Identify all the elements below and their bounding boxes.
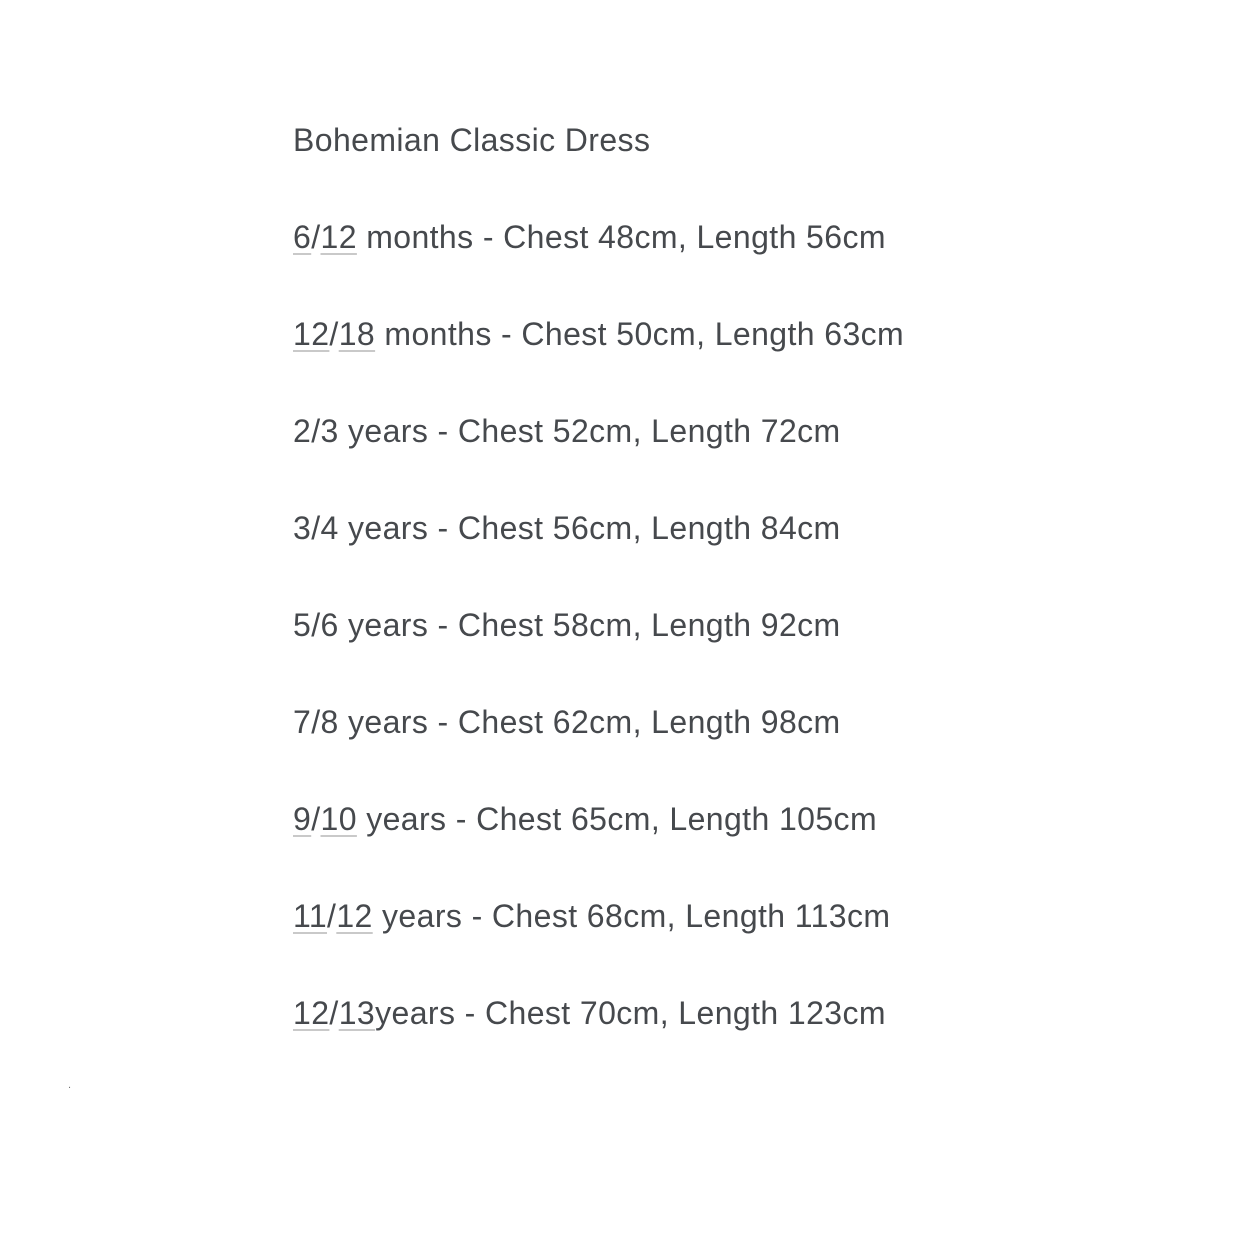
size-measurements: years - Chest 65cm, Length 105cm: [356, 801, 878, 837]
size-label: 9/10: [293, 801, 357, 837]
size-row: [293, 698, 1173, 746]
size-list: [293, 213, 1173, 1037]
size-measurements: years - Chest 68cm, Length 113cm: [372, 898, 891, 934]
size-measurements: years - Chest 56cm, Length 84cm: [338, 510, 841, 546]
size-label: 12/18: [293, 316, 376, 352]
size-label: 7/8: [293, 704, 339, 740]
size-row: [293, 407, 1173, 455]
stray-period-mark: .: [68, 1079, 72, 1091]
size-label: 5/6: [293, 607, 339, 643]
underlined-size-token: 12: [293, 995, 330, 1031]
size-measurements: years - Chest 52cm, Length 72cm: [338, 413, 841, 449]
page-title: Bohemian Classic Dress: [293, 122, 651, 158]
underlined-size-token: 12: [293, 316, 330, 352]
size-row: [293, 601, 1173, 649]
size-measurements: months - Chest 48cm, Length 56cm: [356, 219, 886, 255]
underlined-size-token: 9: [293, 801, 312, 837]
size-label: 6/12: [293, 219, 357, 255]
size-label: 12/13: [293, 995, 376, 1031]
size-row: [293, 892, 1173, 940]
size-label: 3/4: [293, 510, 339, 546]
size-chart: [293, 116, 1173, 1037]
size-row: [293, 795, 1173, 843]
size-label: 2/3: [293, 413, 339, 449]
size-row: [293, 989, 1173, 1037]
size-row: [293, 504, 1173, 552]
underlined-size-token: 11: [293, 898, 328, 934]
size-measurements: months - Chest 50cm, Length 63cm: [375, 316, 905, 352]
size-measurements: years - Chest 58cm, Length 92cm: [338, 607, 841, 643]
underlined-size-token: 18: [338, 316, 376, 352]
size-row: [293, 310, 1173, 358]
underlined-size-token: 10: [320, 801, 357, 837]
underlined-size-token: 12: [320, 219, 357, 255]
size-label: 11/12: [293, 898, 373, 934]
size-measurements: years - Chest 70cm, Length 123cm: [375, 995, 886, 1031]
size-measurements: years - Chest 62cm, Length 98cm: [338, 704, 841, 740]
size-row: [293, 213, 1173, 261]
underlined-size-token: 13: [338, 995, 376, 1031]
underlined-size-token: 12: [336, 898, 373, 934]
underlined-size-token: 6: [293, 219, 312, 255]
